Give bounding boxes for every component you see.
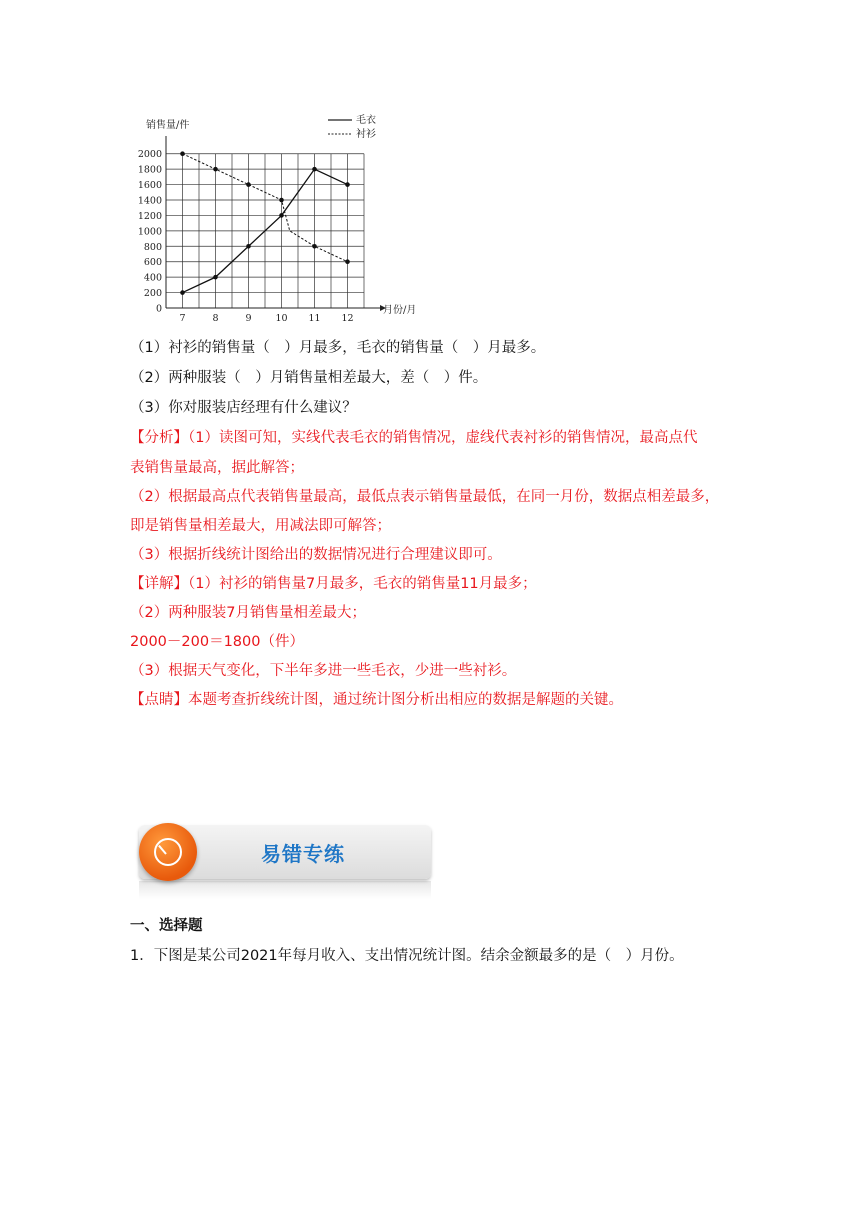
y-tick-label: 1600 (137, 180, 162, 192)
section-banner (133, 815, 433, 907)
data-point (279, 213, 284, 218)
x-axis-label: 月份/月 (383, 305, 417, 316)
data-point (213, 167, 218, 172)
x-tick-label: 11 (308, 313, 321, 324)
x-tick-label: 9 (245, 313, 252, 324)
y-tick-label: 600 (143, 257, 162, 269)
y-tick-label: 800 (143, 241, 162, 253)
data-point (246, 182, 251, 187)
x-tick-label: 10 (275, 313, 288, 324)
data-point (345, 182, 350, 187)
banner-reflection (139, 881, 431, 899)
y-tick-label: 1200 (137, 210, 162, 222)
banner-title: 易错专练 (261, 842, 345, 866)
problem-1: 1．下图是某公司2021年每月收入、支出情况统计图。结余金额最多的是（ ）月份。 (130, 948, 684, 964)
comment-text: 本题考查折线统计图，通过统计图分析出相应的数据是解题的关键。 (188, 692, 623, 708)
question-3: （3）你对服装店经理有什么建议？ (130, 400, 357, 416)
detail-text-1: （1）衬衫的销售量7月最多，毛衣的销售量11月最多； (188, 576, 537, 592)
data-point (180, 151, 185, 156)
y-tick-label: 2000 (137, 149, 162, 161)
question-2: （2）两种服装（ ）月销售量相差最大，差（ ）件。 (130, 370, 488, 386)
data-point (312, 244, 317, 249)
line-chart (128, 108, 417, 330)
y-tick-label: 1800 (137, 164, 162, 176)
y-axis-label: 销售量/件 (146, 120, 190, 131)
legend-label-shirt: 衬衫 (356, 129, 376, 140)
analysis-line-5: （3）根据折线统计图给出的数据情况进行合理建议即可。 (130, 547, 502, 563)
analysis-line-4: 即是销售量相差最大，用减法即可解答； (130, 518, 391, 534)
data-point (312, 167, 317, 172)
legend (328, 113, 376, 140)
chart-tick-labels (138, 149, 354, 324)
gauge-icon (139, 823, 197, 881)
data-point (180, 290, 185, 295)
detail-line-3: 2000－200＝1800（件） (130, 634, 304, 650)
legend-label-sweater: 毛衣 (356, 115, 376, 126)
y-tick-label: 1400 (137, 195, 162, 207)
x-tick-label: 12 (341, 313, 354, 324)
analysis-line-1 (130, 428, 697, 448)
section-heading: 一、选择题 (130, 918, 203, 934)
comment-line (130, 690, 623, 710)
detail-line-4: （3）根据天气变化，下半年多进一些毛衣，少进一些衬衫。 (130, 663, 517, 679)
y-tick-label: 200 (143, 288, 162, 300)
analysis-tag: 【分析】 (130, 430, 188, 446)
y-tick-label: 0 (155, 303, 162, 315)
analysis-line-2: 表销售量最高，据此解答； (130, 460, 304, 476)
analysis-text-1: （1）读图可知，实线代表毛衣的销售情况，虚线代表衬衫的销售情况，最高点代 (188, 430, 698, 446)
data-point (213, 275, 218, 280)
detail-tag: 【详解】 (130, 576, 188, 592)
data-point (246, 244, 251, 249)
x-tick-label: 7 (179, 313, 186, 324)
detail-line-2: （2）两种服装7月销售量相差最大； (130, 605, 366, 621)
y-tick-label: 1000 (137, 226, 162, 238)
x-tick-label: 8 (212, 313, 219, 324)
analysis-line-3: （2）根据最高点代表销售量最高，最低点表示销售量最低，在同一月份，数据点相差最多， (130, 489, 720, 505)
data-point (345, 259, 350, 264)
y-tick-label: 400 (143, 272, 162, 284)
question-1: （1）衬衫的销售量（ ）月最多，毛衣的销售量（ ）月最多。 (130, 340, 546, 356)
data-point (279, 198, 284, 203)
detail-line-1 (130, 574, 537, 594)
comment-tag: 【点睛】 (130, 692, 188, 708)
